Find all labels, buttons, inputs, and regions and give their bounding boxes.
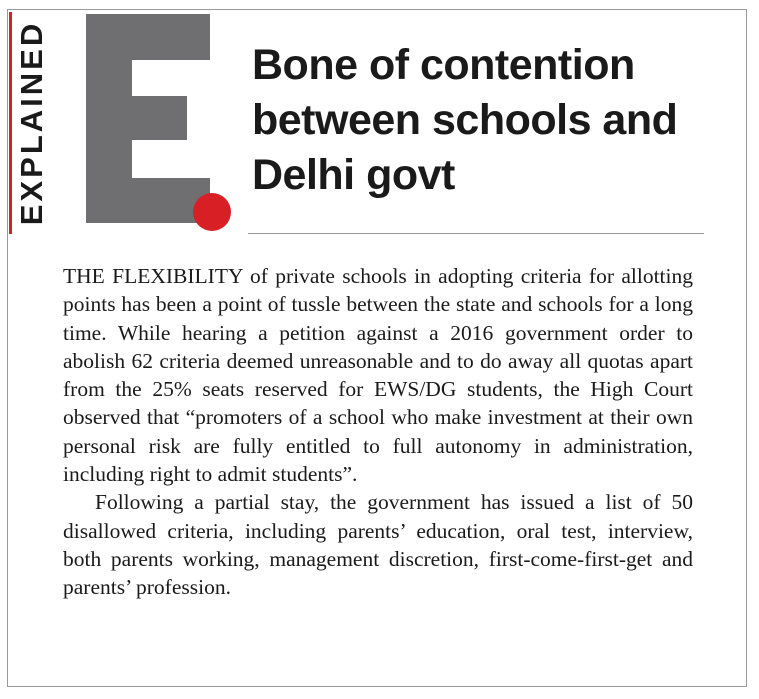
explained-logo-e [86,14,210,223]
article-paragraph-2: Following a partial stay, the government has issued a list of 50 disallowed criteria, including parents’ education, oral test, interview, both parents working, management discretion, first-come-first-get and parents’ profession. [63,490,693,600]
section-label [9,12,52,234]
headline-divider [248,233,704,234]
section-label-text: EXPLAINED [14,20,49,226]
article-body [63,262,693,602]
article-paragraph-1 [63,262,693,488]
logo-e-bottom-bar [86,178,210,223]
logo-e-middle-bar [86,96,187,140]
logo-red-dot [193,193,231,231]
article-paragraph-1-text: of private schools in adopting criteria for allotting points has been a point of tussle between the state and schools for a long time. While hearing a petition against a 2016 government order to abolish 62 criteria deemed unreasonable and to do away all quotas apart from the 25% seats reserved for EWS/DG students, the High Court observed that “promoters of a school who make investment at their own personal risk are fully entitled to full autonomy in administration, including right to admit students”. [63,264,693,487]
article-lead-in: THE FLEXIBILITY [63,264,243,288]
logo-e-top-bar [86,14,210,60]
headline: Bone of contention between schools and Delhi govt [252,41,678,199]
